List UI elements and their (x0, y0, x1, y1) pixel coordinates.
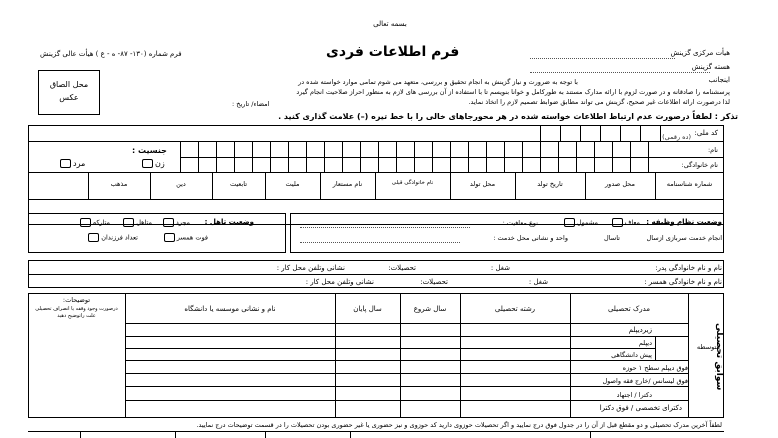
exempt-checkbox[interactable] (612, 218, 623, 227)
header-degree: مدرک تحصیلی (607, 305, 651, 313)
row-associate: فوق دیپلم سطح ۱ حوزه (622, 364, 688, 372)
row-masters: فوق لیسانس /خارج فقه واصول (602, 377, 688, 385)
i-am-label: اینجانب (708, 76, 730, 84)
col-birth-cert-no: شماره شناسنامه (666, 180, 713, 188)
header-institution: نام و نشانی موسسه یا دانشگاه (184, 305, 276, 313)
core-label: هسته گزینش (691, 63, 730, 71)
single-checkbox[interactable] (163, 218, 174, 227)
row-doctorate: دکترا / اجتهاد (616, 391, 652, 399)
single-label: مجرد (175, 218, 190, 227)
exempt-option[interactable] (610, 218, 640, 227)
notes-title: توضیحات: (62, 296, 91, 304)
col-sect: مذهب (110, 180, 128, 188)
row-pre-university: پیش دانشگاهی (611, 351, 652, 359)
male-option[interactable] (58, 159, 85, 168)
col-citizenship: تابعیت (229, 180, 248, 188)
bismillah: بسمه تعالی (373, 20, 407, 28)
national-code-hint: (ده رقمی) (662, 133, 691, 141)
male-checkbox[interactable] (60, 159, 71, 168)
spouse-label: نام و نام خانوادگی همسر : (644, 278, 722, 286)
intro-line-3: لذا درصورت ارائه اطلاعات غیر صحیح، گزینش می تواند مطابق ضوابط تصمیم لازم را اتخاذ نماید. (468, 98, 730, 106)
education-side-title: سوابق تحصیلی (714, 322, 724, 390)
intro-line-1: با توجه به ضرورت و نیاز گزینش به انجام تحقیق و بررسی، متعهد می شوم تمامی موارد خواسته شده در (298, 78, 578, 86)
deceased-spouse-label: فوت همسر (176, 233, 208, 242)
col-issue-place: محل صدور (605, 180, 635, 188)
divorced-option[interactable] (78, 218, 110, 227)
father-education-label: تحصیلات: (388, 264, 416, 272)
central-board-line (530, 58, 675, 59)
children-checkbox[interactable] (88, 233, 99, 242)
form-number: فرم شماره (۱۳۰- ۸۷- ه - ع ) هیأت عالی گزینش (40, 50, 182, 58)
form-title: فرم اطلاعات فردی (326, 44, 460, 60)
photo-label-1: محل الصاق (49, 80, 89, 89)
children-label: تعداد فرزندان (101, 233, 138, 242)
intro-line-2: پرسشنامه را صادقانه و در صورت لزوم با ارائه مدارک مستند به طورکامل و خوانا بنویسم تا با استفاده از آن بررسی های لازم به منظور احراز صلاحیت انجام گیرد (296, 88, 730, 96)
col-religion: دین (176, 180, 186, 188)
female-checkbox[interactable] (142, 159, 153, 168)
central-board-label: هیأت مرکزی گزینش (670, 49, 730, 57)
subject-checkbox[interactable] (564, 218, 575, 227)
secondary-label: متوسطه (696, 343, 720, 351)
subject-option[interactable] (562, 218, 598, 227)
col-previous-surname: نام خانوادگی قبلی (391, 180, 434, 186)
subject-label: مشمول (576, 218, 598, 227)
divorced-checkbox[interactable] (80, 218, 91, 227)
spouse-education-label: تحصیلات: (420, 278, 448, 286)
photo-label-2: عکس (59, 93, 79, 102)
col-alias: نام مستعار (332, 180, 363, 188)
row-below-diploma: زیردیپلم (628, 326, 652, 334)
header-field: رشته تحصیلی (494, 305, 536, 313)
signature-date: امضاء/ تاریخ : (232, 100, 270, 108)
female-option[interactable] (140, 159, 165, 168)
father-job-label: شغل : (490, 264, 510, 272)
military-label: وضعیت نظام وظیفه : (646, 218, 722, 226)
header-start-year: سال شروع (413, 305, 447, 313)
family-name-label: نام خانوادگی: (681, 161, 718, 169)
note-text: تذکر : لطفاً درصورت عدم ارتباط اطلاعات خواسته شده در هر محورجاهای خالی را با خط تیره (–) علامت گذاری کنید . (278, 112, 738, 121)
deceased-spouse-option[interactable] (162, 233, 208, 242)
row-diploma: دیپلم (638, 339, 652, 347)
col-nationality: ملیت (285, 180, 300, 188)
core-line (530, 72, 710, 73)
service-from-label: انجام خدمت سربازی ازسال (646, 234, 722, 242)
male-label: مرد (73, 159, 86, 168)
service-until-label: تاسال (604, 234, 620, 242)
divorced-label: متارکه (92, 218, 110, 227)
col-birth-place: محل تولد (469, 180, 496, 188)
marital-label: وضعیت تاهل : (204, 218, 254, 226)
married-checkbox[interactable] (123, 218, 134, 227)
married-label: متاهل (136, 218, 152, 227)
spouse-address-label: نشانی وتلفن محل کار : (305, 278, 374, 286)
row-phd: دکترای تخصصی / فوق دکترا (599, 404, 682, 412)
exemption-type-label: نوع معافیت : (502, 219, 538, 227)
national-code-label: کد ملی: (694, 129, 718, 137)
gender-label: جنسیت : (132, 146, 167, 155)
notes-body: درصورت وجود وقفه یا انصراف تحصیلی علت راتوضیح دهید (35, 306, 118, 319)
header-end-year: سال پایان (353, 305, 382, 313)
service-unit-label: واحد و نشانی محل خدمت : (493, 234, 568, 242)
children-option[interactable] (86, 233, 138, 242)
single-option[interactable] (161, 218, 190, 227)
married-option[interactable] (121, 218, 152, 227)
father-address-label: نشانی وتلفن محل کار : (276, 264, 345, 272)
exempt-label: معاف (624, 218, 640, 227)
father-label: نام و نام خانوادگی پدر: (655, 264, 722, 272)
footer-note: لطفاً آخرین مدرک تحصیلی و دو مقطع قبل از آن را در جدول فوق درج نمایید و اگر تحصیلات حوزوی دارید کد حوزوی و نیز حضوری یا غیر حضوری بودن تحصیلات را در قسمت توضیحات درج نمایید. (196, 421, 722, 429)
col-birth-date: تاریخ تولد (537, 180, 563, 188)
deceased-spouse-checkbox[interactable] (164, 233, 175, 242)
spouse-job-label: شغل : (528, 278, 548, 286)
name-label: نام: (707, 146, 718, 154)
female-label: زن (155, 159, 165, 168)
